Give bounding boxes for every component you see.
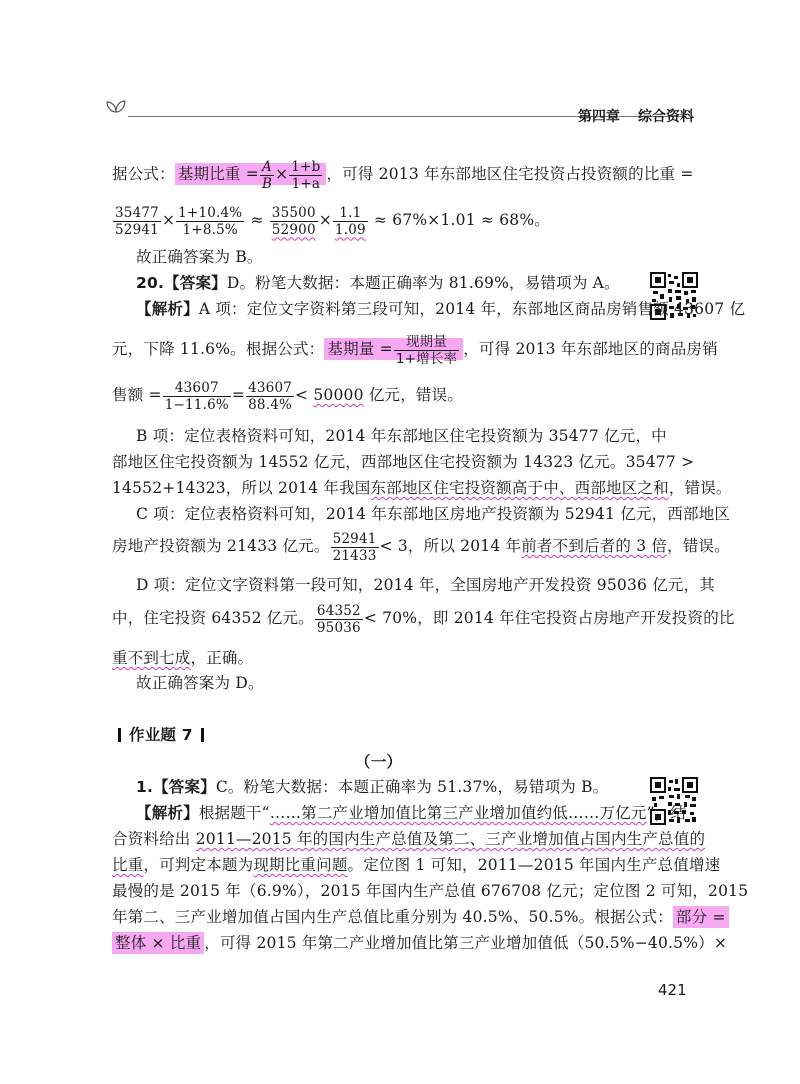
formula-line-1: 据公式： 基期比重 = $\frac{A}{B}$ × $\frac{1+b}{1+a}$ ，可得 2013 年东部地区住宅投资占投资额的比重 = [112, 158, 694, 192]
q20-option-c-line2: 房地产投资额为 21433 亿元。 $\frac{52941}{21433}$ < 3，所以 2014 年前者不到后者的 3 倍，错误。 [112, 530, 730, 564]
q20-option-b-line1: B 项：定位表格资料可知，2014 年东部地区住宅投资额为 35477 亿元，中 [136, 427, 667, 445]
q20-option-a-line1: 【解析】A 项：定位文字资料第三段可知，2014 年，东部地区商品房销售额 43607 亿 [136, 300, 746, 318]
q1-answer: 1.【答案】C。粉笔大数据：本题正确率为 51.37%，易错项为 B。 [136, 778, 609, 796]
q1-analysis-line1: 【解析】根据题干“……第二产业增加值比第三产业增加值约低……万亿元”，结 [136, 804, 687, 822]
formula-highlight: 基期比重 = $\frac{A}{B}$ × $\frac{1+b}{1+a}$ [175, 163, 327, 185]
header-leaf-icon [104, 96, 128, 116]
q20-option-d-line3: 重不到七成，正确。 [112, 649, 254, 667]
q20-option-b-line2: 部地区住宅投资额为 14552 亿元，西部地区住宅投资额为 14323 亿元。35477 > [112, 453, 695, 471]
q1-analysis-line2: 合资料给出 2011—2015 年的国内生产总值及第二、三产业增加值占国内生产总值的 [112, 830, 706, 848]
homework-subtitle: （一） [355, 753, 403, 771]
title-bar-left [118, 728, 121, 742]
formula-highlight: 整体 × 比重 [112, 932, 204, 954]
formula-highlight: 基期量 = $\frac{\text{现期量}}{\text{1+增长率}}$ [324, 338, 463, 360]
conclusion-b: 故正确答案为 B。 [136, 248, 263, 266]
conclusion-d: 故正确答案为 D。 [136, 674, 264, 692]
q20-option-d-line1: D 项：定位文字资料第一段可知，2014 年，全国房地产开发投资 95036 亿元，其 [136, 576, 715, 594]
q20-option-d-line2: 中，住宅投资 64352 亿元。 $\frac{64352}{95036}$ < 70%，即 2014 年住宅投资占房地产开发投资的比 [112, 602, 735, 636]
q20-option-c-line1: C 项：定位表格资料可知，2014 年东部地区房地产投资额为 52941 亿元，西部地区 [136, 505, 731, 523]
formula-highlight: 部分 = [673, 906, 729, 928]
q20-option-b-line3: 14552+14323，所以 2014 年我国东部地区住宅投资额高于中、西部地区之和，错误。 [112, 479, 732, 497]
q20-option-a-line3: 售额 = $\frac{43607}{1-11.6\%}$ = $\frac{43607}{88.4\%}$ < 50000 亿元，错误。 [112, 379, 464, 413]
calc-line-1: $\frac{35477}{52941}$ × $\frac{1+10.4\%}{1+8.5\%}$ ≈ $\frac{35500}{52900}$ × $\frac{1.1}{1.09}$ ≈ 67%×1.01 ≈ 68%。 [115, 204, 550, 238]
q1-analysis-line4: 最慢的是 2015 年（6.9%），2015 年国内生产总值 676708 亿元；定位图 2 可知，2015 [112, 882, 749, 900]
q20-answer: 20.【答案】D。粉笔大数据：本题正确率为 81.69%，易错项为 A。 [136, 274, 620, 292]
page-number: 421 [658, 981, 687, 999]
q1-analysis-line6: 整体 × 比重 ，可得 2015 年第二产业增加值比第三产业增加值低（50.5%−40.5%）× [112, 933, 727, 953]
q1-analysis-line5: 年第二、三产业增加值占国内生产总值比重分别为 40.5%、50.5%。根据公式： 部分 = [112, 907, 729, 927]
homework-title: 作业题 7 [118, 725, 204, 745]
title-bar-right [201, 728, 204, 742]
header-chapter: 第四章 综合资料 [578, 109, 694, 125]
q20-option-a-line2: 元，下降 11.6%。根据公式： 基期量 = $\frac{\text{现期量}}{\text{1+增长率}}$ ，可得 2013 年东部地区的商品房销 [112, 333, 718, 367]
q1-analysis-line3: 比重，可判定本题为现期比重问题。定位图 1 可知，2011—2015 年国内生产总值增速 [112, 856, 721, 874]
